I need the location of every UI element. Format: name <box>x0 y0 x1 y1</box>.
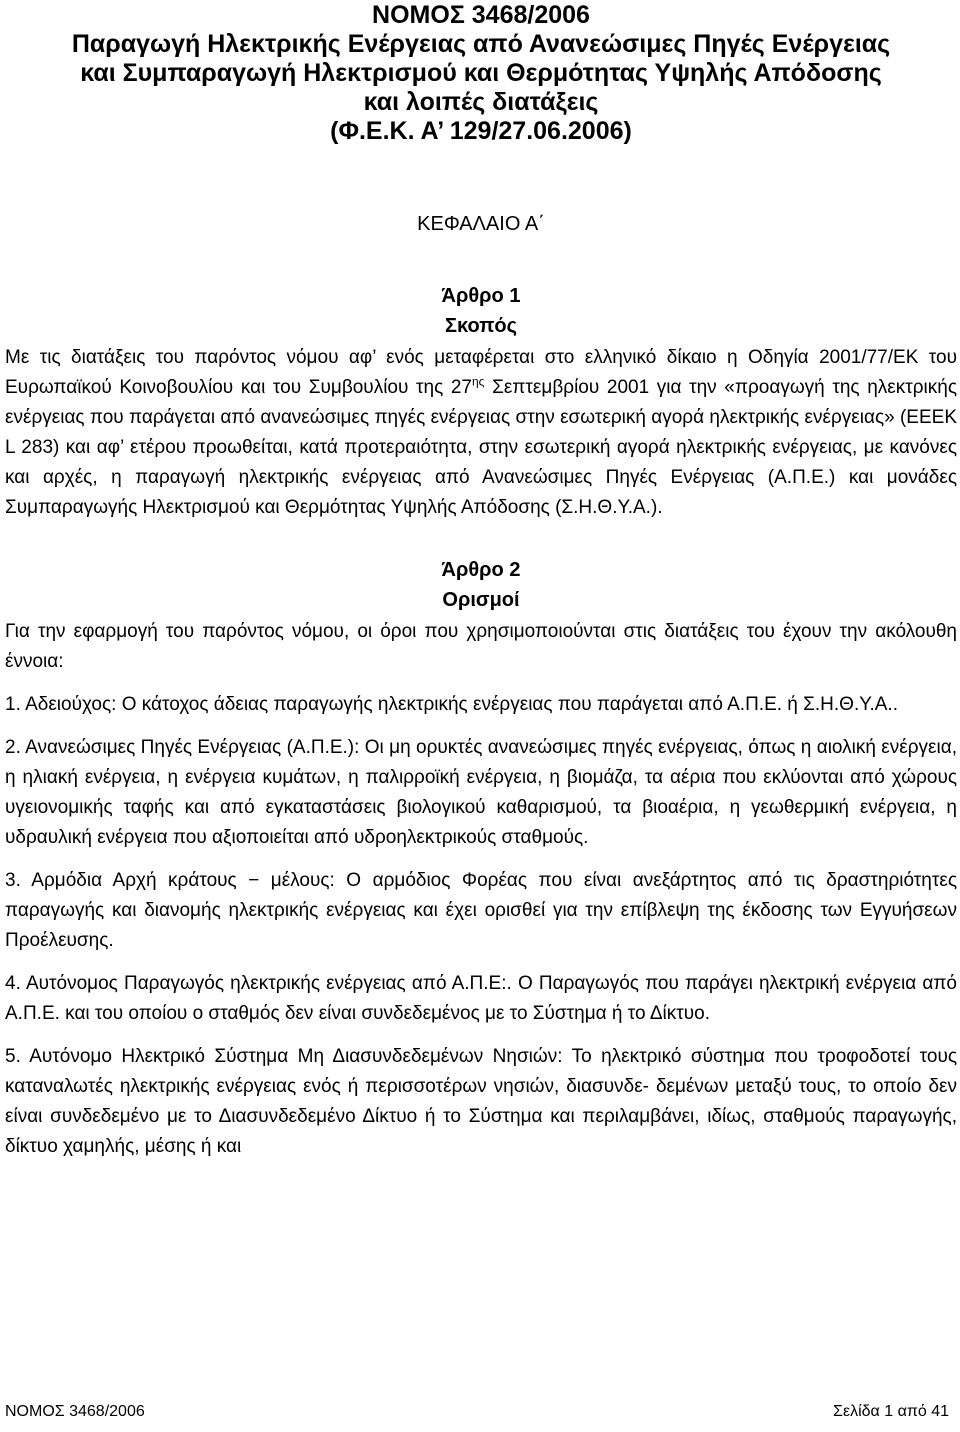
definition-item-3: 3. Αρμόδια Αρχή κράτους − μέλους: Ο αρμόδιος Φορέας που είναι ανεξάρτητος από τις δραστηριότητες παραγωγής και διανομής ηλεκτρικής ενέργειας και έχει ορισθεί για την επίβλεψη της έκδοσης των Εγγυήσεων Προέλευσης. <box>5 870 957 951</box>
ordinal-superscript: ης <box>472 374 485 389</box>
page-footer <box>5 1402 949 1422</box>
footer-page-number: Σελίδα 1 από 41 <box>833 1403 949 1420</box>
definition-item-5: 5. Αυτόνομο Ηλεκτρικό Σύστημα Μη Διασυνδεδεμένων Νησιών: Το ηλεκτρικό σύστημα που τροφοδοτεί τους καταναλωτές ηλεκτρικής ενέργειας ενός ή περισσοτέρων νησιών, διασυνδε- δεμένων μεταξύ τους, το οποίο δεν είναι συνδεδεμένο με το Διασυνδεδεμένο Δίκτυο ή το Σύστημα και περιλαμβάνει, ιδίως, σταθμούς παραγωγής, δίκτυο χαμηλής, μέσης ή και <box>5 1046 957 1157</box>
document-page <box>5 0 957 1162</box>
definition-item-4: 4. Αυτόνομος Παραγωγός ηλεκτρικής ενέργειας από Α.Π.Ε:. Ο Παραγωγός που παράγει ηλεκτρική ενέργεια από Α.Π.Ε. και του οποίου ο σταθμός δεν είναι συνδεδεμένος με το Σύστημα ή το Δίκτυο. <box>5 973 957 1024</box>
title-line-2: Παραγωγή Ηλεκτρικής Ενέργειας από Ανανεώσιμες Πηγές Ενέργειας <box>71 30 891 58</box>
title-line-3: και Συμπαραγωγή Ηλεκτρισμού και Θερμότητας Υψηλής Απόδοσης <box>80 59 882 87</box>
chapter-heading: ΚΕΦΑΛΑΙΟ Α΄ <box>417 213 545 235</box>
article-1-text-part2: Σεπτεμβρίου 2001 για την «προαγωγή της ηλεκτρικής ενέργειας που παράγεται από ανανεώσιμες πηγές ενέργειας στην εσωτερική αγορά ηλεκτρικής ενέργειας» (ΕΕΕΚ L 283) και αφ’ ετέρου προωθείται, κατά προτεραιότητα, στην εσωτερική αγορά ηλεκτρικής ενέργειας, με κανόνες και αρχές, η παραγωγή ηλεκτρικής ενέργειας από Ανανεώσιμες Πηγές Ενέργειας (Α.Π.Ε.) και μονάδες Συμπαραγωγής Ηλεκτρισμού και Θερμότητας Υψηλής Απόδοσης (Σ.Η.Θ.Υ.Α.). <box>5 377 958 518</box>
definition-item-2: 2. Ανανεώσιμες Πηγές Ενέργειας (Α.Π.Ε.): Οι μη ορυκτές ανανεώσιμες πηγές ενέργειας, όπως η αιολική ενέργεια, η ηλιακή ενέργεια, η ενέργεια κυμάτων, η παλιρροϊκή ενέργεια, η βιομάζα, τα αέρια που εκλύονται από χώρους υγειονομικής ταφής και από εγκαταστάσεις βιολογικού καθαρισμού, τα βιοαέρια, η γεωθερμική ενέργεια, η υδραυλική ενέργεια που αξιοποιείται από υδροηλεκτρικούς σταθμούς. <box>5 737 957 848</box>
footer-law-number: ΝΟΜΟΣ 3468/2006 <box>5 1403 145 1420</box>
article-1-body <box>5 343 957 523</box>
title-line-4: και λοιπές διατάξεις <box>363 88 599 116</box>
article-2-number: Άρθρο 2 <box>441 559 521 581</box>
title-gazette-reference: (Φ.Ε.Κ. Α’ 129/27.06.2006) <box>330 117 632 145</box>
article-1-title: Σκοπός <box>444 315 518 337</box>
article-2-intro: Για την εφαρμογή του παρόντος νόμου, οι όροι που χρησιμοποιούνται στις διατάξεις του έχουν την ακόλουθη έννοια: <box>5 621 957 672</box>
article-1-text-part1: Με τις διατάξεις του παρόντος νόμου αφ’ ενός μεταφέρεται στο ελληνικό δίκαιο η Οδηγία 2001/77/ΕΚ του Ευρωπαϊκού Κοινοβουλίου και του Συμβουλίου της 27 <box>5 347 957 398</box>
article-2-title: Ορισμοί <box>442 589 520 611</box>
title-law-number: ΝΟΜΟΣ 3468/2006 <box>372 1 590 29</box>
document-title <box>5 0 957 146</box>
article-1-number: Άρθρο 1 <box>441 285 521 307</box>
definition-item-1: 1. Αδειούχος: Ο κάτοχος άδειας παραγωγής ηλεκτρικής ενέργειας που παράγεται από Α.Π.Ε. ή Σ.Η.Θ.Υ.Α.. <box>5 694 898 715</box>
